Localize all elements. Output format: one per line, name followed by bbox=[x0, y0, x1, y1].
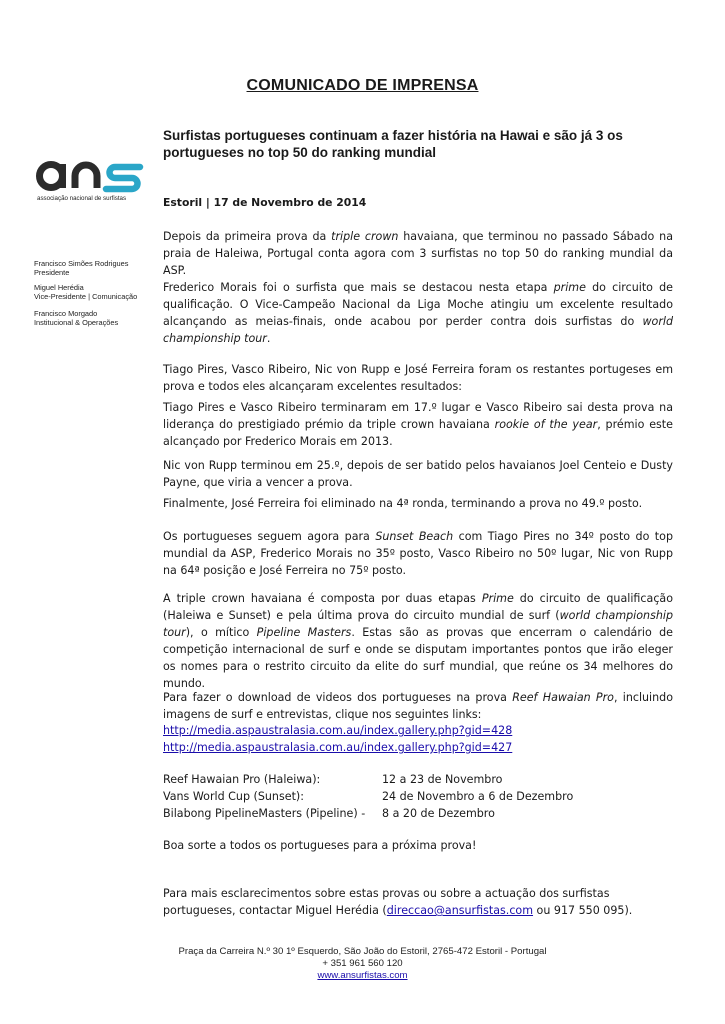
email-link[interactable]: direccao@ansurfistas.com bbox=[386, 904, 534, 917]
event-dates: 8 a 20 de Dezembro bbox=[382, 807, 495, 820]
paragraph-good-luck: Boa sorte a todos os portugueses para a próxima prova! bbox=[163, 839, 477, 852]
footer bbox=[0, 946, 725, 982]
links-block bbox=[163, 722, 673, 756]
paragraph-others: Tiago Pires, Vasco Ribeiro, Nic von Rupp e José Ferreira foram os restantes portugeses em prova e todos eles alcançaram excelentes resultados: bbox=[163, 363, 673, 393]
dateline: Estoril | 17 de Novembro de 2014 bbox=[163, 196, 367, 209]
paragraph-triple-crown: A triple crown havaiana é composta por duas etapas Prime do circuito de qualificação (Haleiwa e Sunset) e pela última prova do circuito mundial de surf (world championship tour), o mítico Pipeline Masters. Estas são as provas que encerram o calendário de competição internacional de surf e onde se disputam importantes pontos que irão eleger os nomes para o restrito circuito da elite do surf mundial, que reúne os 34 melhores do mundo. bbox=[163, 592, 674, 690]
schedule-row bbox=[163, 805, 683, 822]
paragraph-frederico: Frederico Morais foi o surfista que mais se destacou nesta etapa prime do circuito de qualificação. O Vice-Campeão Nacional da Liga Moche atingiu um excelente resultado alcançando as meias-finais, onde acabou por perder contra dois surfistas do world championship tour. bbox=[163, 281, 673, 345]
event-name: Bilabong PipelineMasters (Pipeline) - bbox=[163, 807, 366, 820]
paragraph-downloads: Para fazer o download de videos dos portugueses na prova Reef Hawaian Pro, incluindo imagens de surf e entrevistas, clique nos seguintes links: bbox=[163, 691, 674, 721]
paragraph-von-rupp: Nic von Rupp terminou em 25.º, depois de ser batido pelos havaianos Joel Centeio e Dusty Payne, que viria a vencer a prova. bbox=[163, 459, 673, 489]
paragraph-contact: Para mais esclarecimentos sobre estas provas ou sobre a actuação dos surfistas portugueses, contactar Miguel Herédia (direccao@ansurfistas.com ou 917 550 095). bbox=[163, 887, 633, 917]
logo-letter-n bbox=[75, 165, 97, 188]
paragraph-sunset: Os portugueses seguem agora para Sunset Beach com Tiago Pires no 34º posto do top mundial da ASP, Frederico Morais no 35º posto, Vasco Ribeiro no 50º lugar, Nic von Rupp na 64ª posição e José Ferreira no 75º posto. bbox=[163, 530, 673, 577]
schedule-table bbox=[163, 771, 683, 822]
event-dates: 12 a 23 de Novembro bbox=[382, 773, 503, 786]
logo-letter-s bbox=[106, 167, 140, 189]
document-title: COMUNICADO DE IMPRENSA bbox=[246, 77, 479, 94]
contact-name: Francisco Simões Rodrigues bbox=[34, 259, 129, 268]
video-link[interactable]: http://media.aspaustralasia.com.au/index.gallery.php?gid=428 bbox=[163, 724, 513, 737]
logo-letter-a bbox=[40, 164, 67, 188]
contact-role: Institucional & Operações bbox=[34, 318, 119, 327]
logo-subtitle: associação nacional de surfistas bbox=[37, 195, 127, 202]
sidebar-contact bbox=[34, 309, 156, 327]
schedule-row bbox=[163, 771, 683, 788]
contact-name: Francisco Morgado bbox=[34, 309, 98, 318]
sidebar-contact bbox=[34, 283, 156, 301]
contact-role: Vice-Presidente | Comunicação bbox=[34, 292, 138, 301]
schedule-row bbox=[163, 788, 683, 805]
contact-name: Miguel Herédia bbox=[34, 283, 84, 292]
footer-website-link[interactable]: www.ansurfistas.com bbox=[317, 970, 408, 981]
contact-role: Presidente bbox=[34, 268, 70, 277]
video-link[interactable]: http://media.aspaustralasia.com.au/index.gallery.php?gid=427 bbox=[163, 741, 513, 754]
footer-phone: + 351 961 560 120 bbox=[322, 958, 403, 969]
footer-address: Praça da Carreira N.º 30 1º Esquerdo, São João do Estoril, 2765-472 Estoril - Portugal bbox=[178, 946, 547, 957]
event-name: Reef Hawaian Pro (Haleiwa): bbox=[163, 773, 321, 786]
paragraph-ferreira: Finalmente, José Ferreira foi eliminado na 4ª ronda, terminando a prova no 49.º posto. bbox=[163, 497, 643, 510]
paragraph-pires-ribeiro: Tiago Pires e Vasco Ribeiro terminaram em 17.º lugar e Vasco Ribeiro sai desta prova na liderança do prestigiado prémio da triple crown havaiana rookie of the year, prémio este alcançado por Frederico Morais em 2013. bbox=[163, 401, 673, 448]
headline: Surfistas portugueses continuam a fazer história na Hawai e são já 3 os portugueses no top 50 do ranking mundial bbox=[163, 128, 623, 160]
paragraph-intro: Depois da primeira prova da triple crown havaiana, que terminou no passado Sábado na praia de Haleiwa, Portugal conta agora com 3 surfistas no top 50 do ranking mundial da ASP. bbox=[163, 230, 673, 277]
event-name: Vans World Cup (Sunset): bbox=[163, 790, 304, 803]
sidebar-contact bbox=[34, 259, 156, 277]
event-dates: 24 de Novembro a 6 de Dezembro bbox=[382, 790, 574, 803]
